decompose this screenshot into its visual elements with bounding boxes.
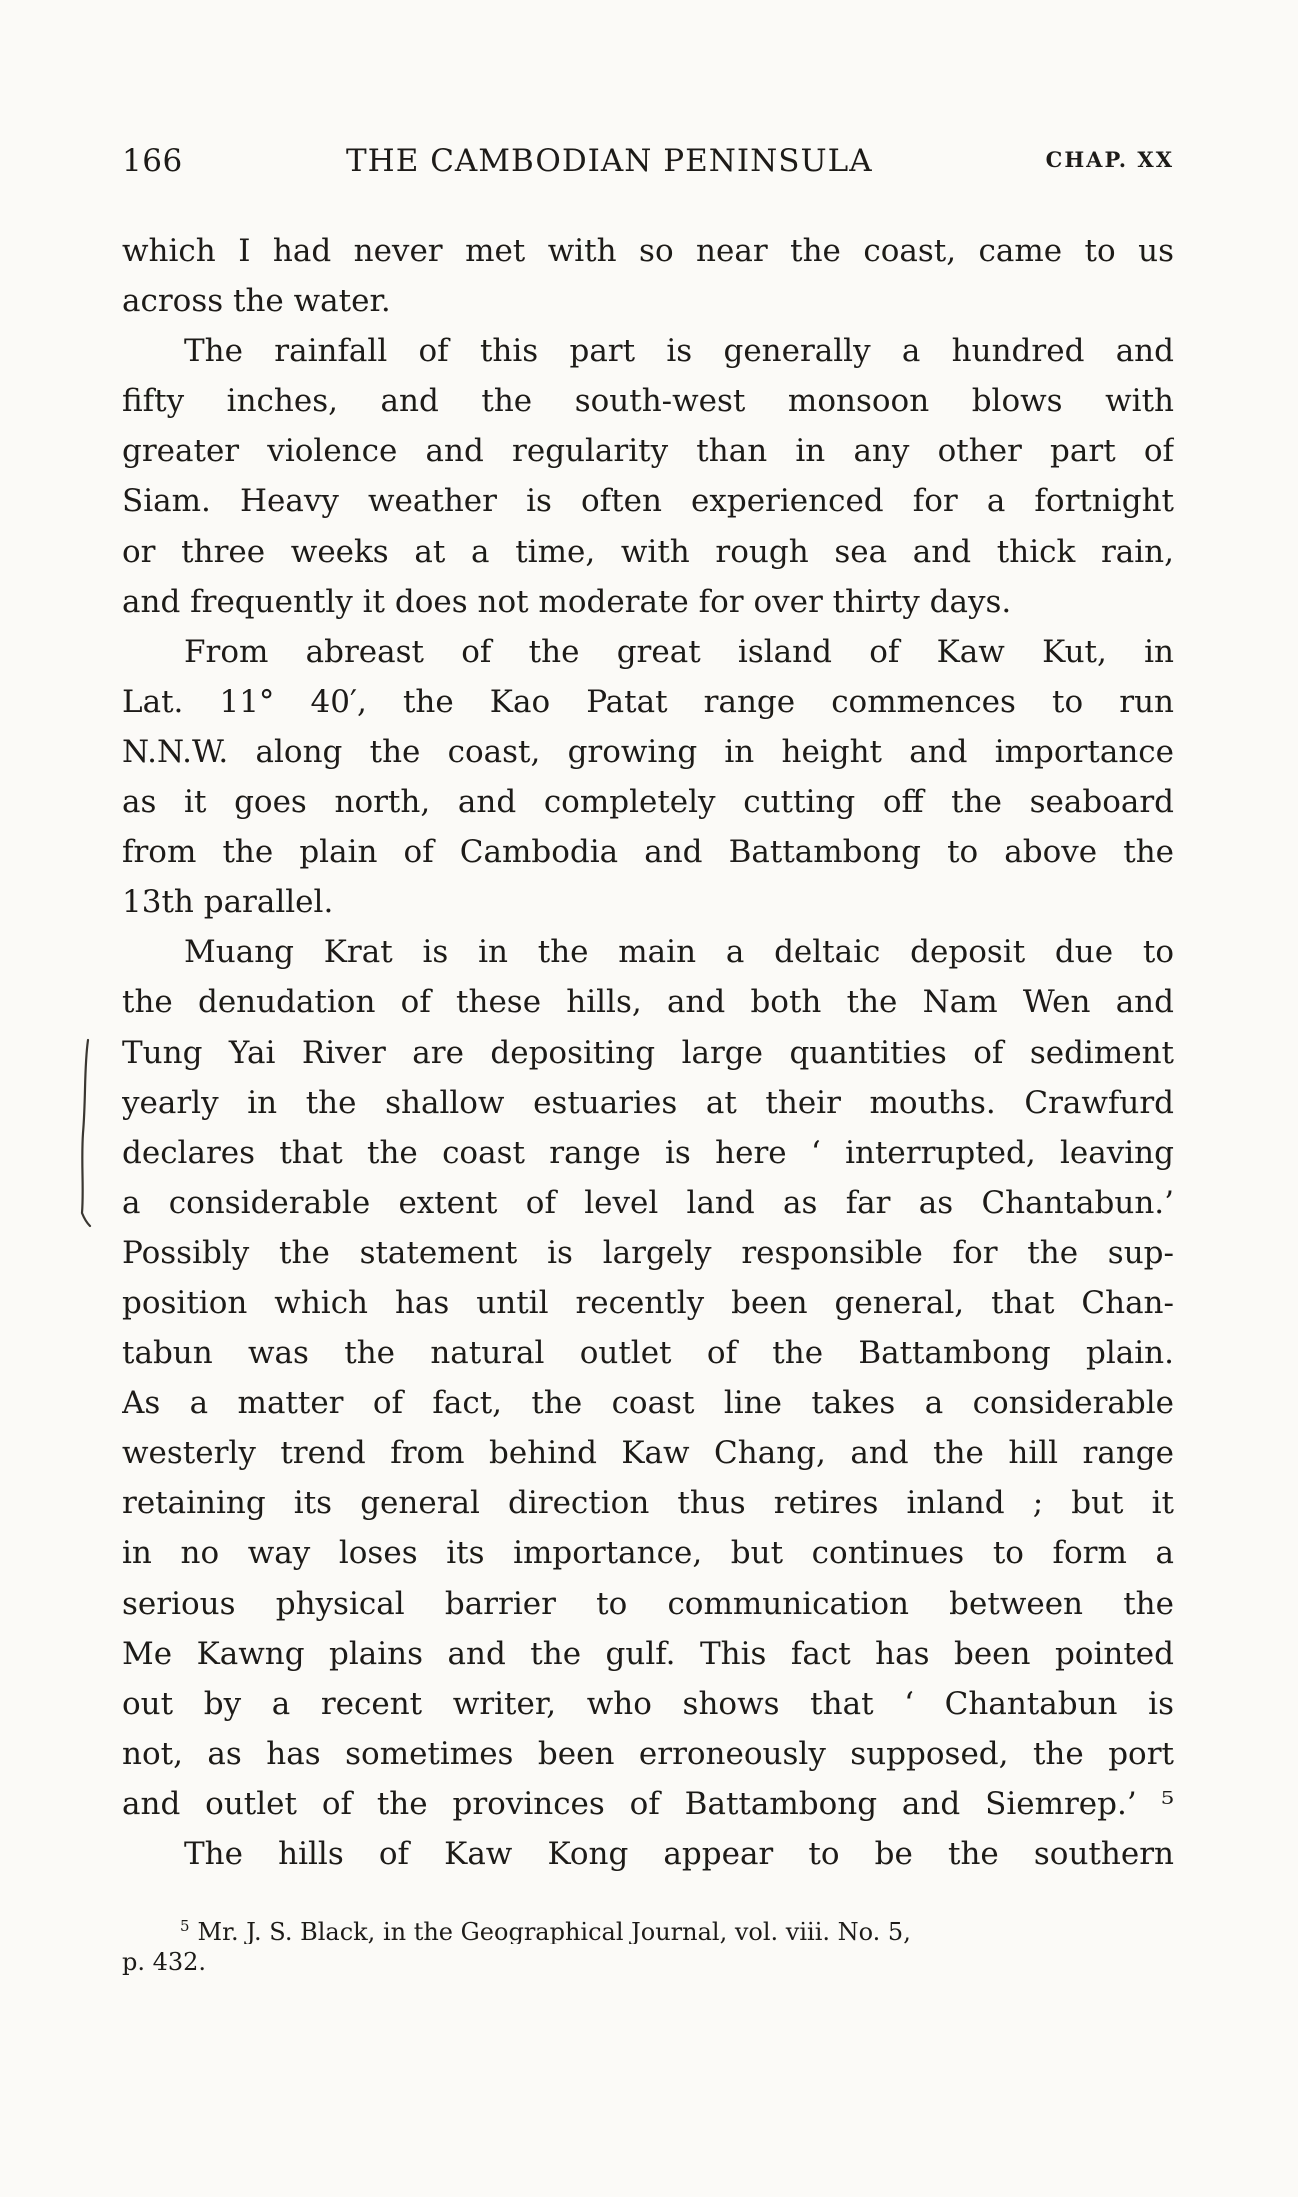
- footnotes: [122, 1908, 1174, 1980]
- body-text: [122, 226, 1174, 1879]
- text-line: from the plain of Cambodia and Battambong to above the: [122, 834, 1174, 871]
- footnote-text: Mr. J. S. Black, in the Geographical Journal, vol. viii. No. 5,: [197, 1918, 911, 1944]
- footnote-line: [122, 1908, 1174, 1944]
- text-line: As a matter of fact, the coast line takes a considerable: [122, 1385, 1174, 1422]
- text-line: The hills of Kaw Kong appear to be the southern: [184, 1836, 1174, 1872]
- text-line: From abreast of the great island of Kaw Kut, in: [184, 633, 1174, 670]
- margin-bracket-icon: [78, 1038, 94, 1228]
- footnote-marker: 5: [180, 1917, 190, 1935]
- text-line: greater violence and regularity than in any other part of: [122, 433, 1174, 470]
- text-line: which I had never met with so near the coast, came to us: [122, 233, 1174, 269]
- running-title: THE CAMBODIAN PENINSULA: [346, 143, 873, 179]
- text-line: across the water.: [122, 283, 391, 320]
- text-line: in no way loses its importance, but continues to form a: [122, 1535, 1174, 1572]
- text-line: yearly in the shallow estuaries at their mouths. Crawfurd: [122, 1084, 1174, 1121]
- text-line: and outlet of the provinces of Battambong and Siemrep.’ ⁵: [122, 1785, 1174, 1822]
- text-line: a considerable extent of level land as far as Chantabun.’: [122, 1184, 1174, 1221]
- text-line: declares that the coast range is here ‘ interrupted, leaving: [122, 1134, 1174, 1171]
- page-header: [122, 143, 1174, 189]
- text-line: serious physical barrier to communication between the: [122, 1585, 1174, 1622]
- text-line: as it goes north, and completely cutting off the seaboard: [122, 784, 1174, 821]
- text-line: out by a recent writer, who shows that ‘ Chantabun is: [122, 1685, 1174, 1722]
- text-line: The rainfall of this part is generally a hundred and: [184, 333, 1174, 370]
- text-line: N.N.W. along the coast, growing in height and importance: [122, 733, 1174, 770]
- page-number: 166: [122, 143, 183, 179]
- footnote-line: [122, 1944, 1174, 1980]
- text-line: Possibly the statement is largely responsible for the sup-: [122, 1234, 1174, 1271]
- text-line: position which has until recently been general, that Chan-: [122, 1284, 1174, 1321]
- chapter-label: CHAP. XX: [1045, 147, 1174, 172]
- footnote-continuation: p. 432.: [122, 1948, 207, 1976]
- text-line: retaining its general direction thus retires inland ; but it: [122, 1485, 1174, 1522]
- text-line: tabun was the natural outlet of the Battambong plain.: [122, 1335, 1174, 1372]
- text-line: or three weeks at a time, with rough sea and thick rain,: [122, 533, 1174, 570]
- margin-pencil-mark: [78, 1038, 94, 1228]
- text-line: fifty inches, and the south-west monsoon blows with: [122, 383, 1174, 420]
- text-line: the denudation of these hills, and both the Nam Wen and: [122, 984, 1174, 1021]
- text-line: Me Kawng plains and the gulf. This fact has been pointed: [122, 1635, 1174, 1672]
- text-line: Lat. 11° 40′, the Kao Patat range commences to run: [122, 683, 1174, 720]
- text-line: Tung Yai River are depositing large quantities of sediment: [122, 1034, 1174, 1071]
- text-line: Muang Krat is in the main a deltaic deposit due to: [184, 934, 1174, 971]
- text-line: not, as has sometimes been erroneously supposed, the port: [122, 1735, 1174, 1772]
- text-line: westerly trend from behind Kaw Chang, and the hill range: [122, 1435, 1174, 1472]
- text-line: 13th parallel.: [122, 884, 334, 921]
- text-line: Siam. Heavy weather is often experienced for a fortnight: [122, 483, 1174, 520]
- text-line: and frequently it does not moderate for over thirty days.: [122, 583, 1012, 620]
